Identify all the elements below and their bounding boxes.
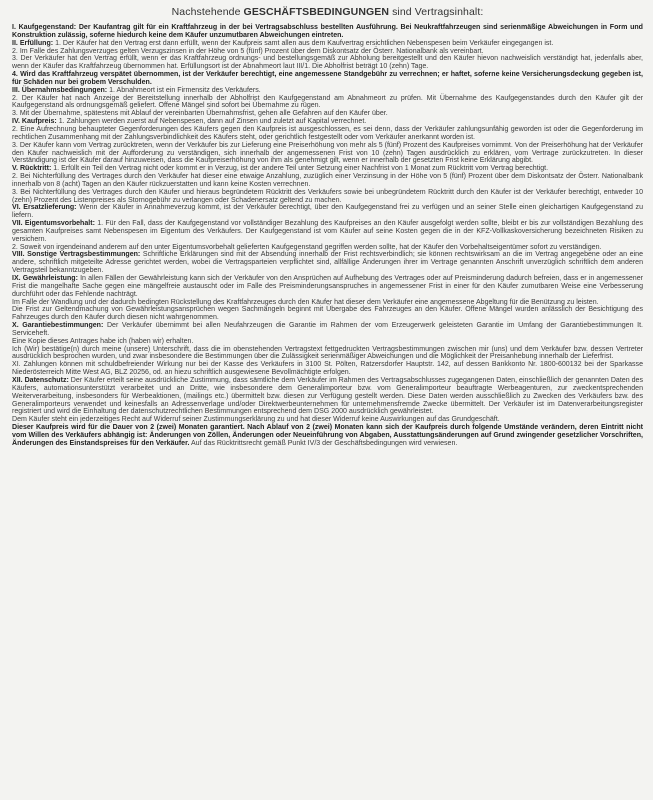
terms-paragraph	[12, 55, 643, 71]
paragraph-text: 1. Für den Fall, dass der Kaufgegenstand vor vollständiger Bezahlung des Kaufpreises an den Käufer ausgefolgt werden sollte, bleibt er bis zur vollständigen Bezahlung des gesamten Kaufpreises samt Nebenspesen im Eigentum des Verkäufers. Der Kaufgegenstand ist vom Käufer auf seine Kosten gegen die in der KFZ-Vollkaskoversicherung bezeichneten Risiken zu versichern.	[12, 220, 643, 243]
terms-paragraph	[12, 40, 643, 48]
title-prefix: Nachstehende	[171, 6, 244, 18]
terms-paragraph	[12, 71, 643, 87]
terms-paragraph	[12, 126, 643, 142]
paragraph-text: 2. Eine Aufrechnung behaupteter Gegenforderungen des Käufers gegen den Kaufpreis ist ausgeschlossen, es sei denn, dass der Verkäufer zahlungsunfähig geworden ist oder die Gegenforderung im rechtlichen Zusammenhang mit der Zahlungsverbindlichkeit des Käufers steht, oder gerichtlich festgestellt oder vom Verkäufer anerkannt worden ist.	[12, 125, 643, 141]
terms-paragraph	[12, 251, 643, 275]
terms-paragraph	[12, 416, 643, 424]
section-heading: IV. Kaufpreis:	[12, 118, 57, 126]
terms-paragraph	[12, 87, 643, 95]
paragraph-text: Dem Käufer steht ein jederzeitiges Recht auf Widerruf seiner Zustimmungserklärung zu und hat dieser Widerruf keine Auswirkungen auf das Grundgeschäft.	[12, 416, 500, 424]
paragraph-text: 1. Abnahmeort ist ein Firmensitz des Verkäufers.	[107, 86, 261, 94]
terms-paragraph	[12, 424, 643, 448]
paragraph-text: 3. Mit der Übernahme, spätestens mit Ablauf der vereinbarten Übernahmsfrist, gehen alle Gefahren auf den Käufer über.	[12, 110, 388, 118]
terms-paragraph	[12, 189, 643, 205]
paragraph-text: Wenn der Käufer in Annahmeverzug kommt, ist der Verkäufer berechtigt, über den Kaufgegenstand frei zu verfügen und an seiner Stelle einen gleichartigen Kaufgegenstand zu liefern.	[12, 204, 643, 220]
terms-paragraph	[12, 165, 643, 173]
paragraph-text: 1. Erfüllt ein Teil den Vertrag nicht oder kommt er in Verzug, ist der andere Teil unter Setzung einer Nachfrist von 1 Monat zum Rücktritt vom Vertrag berechtigt.	[51, 165, 549, 173]
paragraph-text: Im Falle der Wandlung und der dadurch bedingten Rückstellung des Kraftfahrzeuges durch den Käufer hat dieser dem Verkäufer eine angemessene Abgeltung für die Benützung zu leisten.	[12, 298, 599, 306]
section-heading: II. Erfüllung:	[12, 39, 54, 47]
section-heading: I. Kaufgegenstand:	[12, 24, 77, 31]
section-heading: XII. Datenschutz:	[12, 376, 69, 384]
terms-paragraph	[12, 361, 643, 377]
paragraph-text: 2. Soweit von irgendeinand anderem auf den unter Eigentumsvorbehalt gelieferten Kaufgegenstand gegriffen werden sollte, hat der Käufer den Vorbehaltseigentümer sofort zu verständigen.	[12, 243, 602, 251]
section-heading: III. Übernahmsbedingungen:	[12, 86, 108, 94]
terms-paragraph	[12, 275, 643, 299]
terms-paragraph	[12, 118, 643, 126]
paragraph-text: 3. Bei Nichterfüllung des Vertrages durch den Käufer und hieraus begründetem Rücktritt des Verkäufers sowie bei unbegründetem Rücktritt durch den Käufer ist der Verkäufer berechtigt, entweder 10 (zehn) Prozent des Listenpreises als Stornogebühr zu verlangen oder Schadenersatz geltend zu machen.	[12, 188, 643, 204]
terms-paragraph	[12, 220, 643, 244]
paragraph-text: Ich (Wir) bestätige(n) durch meine (unsere) Unterschrift, dass die im obenstehenden Vertragstext fettgedruckten Vertragsbestimmungen zwischen mir (uns) und dem Verkäufer bzw. dessen Vertreter ausdrücklich besprochen wurden, und zwar insbesondere die Bestimmungen über die Zulässigkeit serienmäßiger Abweichungen und die Möglichkeit der Preisanhebung innerhalb der Lieferfrist.	[12, 345, 643, 361]
terms-paragraph	[12, 377, 643, 416]
paragraph-text: Schriftliche Erklärungen sind mit der Absendung innerhalb der Frist rechtsverbindlich; sie können rechtswirksam an die im Vertrag angegebene oder an eine andere, schriftlich mitgeteilte Adresse gerichtet werden, wobei die Vertragsparteien verpflichtet sind, allfällige Änderungen ihrer im Vertrage genannten Anschrift unverzüglich schriftlich dem anderen Vertragsteil bekanntzugeben.	[12, 251, 644, 275]
terms-paragraph	[12, 48, 643, 56]
paragraph-text: 2. Im Falle des Zahlungsverzuges gelten Verzugszinsen in der Höhe von 5 (fünf) Prozent über dem Diskontsatz der Österr. Nationalbank als vereinbart.	[12, 47, 484, 55]
paragraph-text: 1. Der Käufer hat den Vertrag erst dann erfüllt, wenn der Kaufpreis samt allen aus dem Kaufvertrag ersichtlichen Nebenspesen beim Verkäufer eingegangen ist.	[53, 39, 554, 47]
section-heading: VIII. Sonstige Vertragsbestimmungen:	[12, 251, 141, 259]
paragraph-text: 2. Der Käufer hat nach Anzeige der Bereitstellung innerhalb der Abholfrist den Kaufgegenstand am Abnahmeort zu prüfen. Mit Übernahme des Kaufgegenstandes durch den Käufer gilt der Kaufgegenstand als ordnungsgemäß geliefert. Offene Mängel sind sofort bei Übernahme zu rügen.	[12, 94, 643, 110]
paragraph-text: In allen Fällen der Gewährleistung kann sich der Verkäufer von den Ansprüchen auf Aufhebung des Vertrages oder auf Preisminderung dadurch befreien, dass er in angemessener Frist die mangelhafte Sache gegen eine mängelfreie austauscht oder im Falle des Preisminderungsanspruches in angemessener Frist in einer für den Käufer zumutbaren Weise eine Verbesserung durchführt oder das Fehlende nachträgt.	[12, 275, 643, 298]
terms-paragraph	[12, 24, 643, 40]
terms-paragraph	[12, 173, 643, 189]
paragraph-text: 3. Der Käufer kann vom Vertrag zurücktreten, wenn der Verkäufer bis zur Lieferung eine Preiserhöhung von mehr als 5 (fünf) Prozent des Kaufpreises vornimmt. Von der Preiserhöhung hat der Verkäufer den Käufer nachweislich mit der Aufforderung zu verständigen, sich innerhalb der angemessenen Frist von 10 (zehn) Tagen ausdrücklich zu erklären, vom Vertrage zurückzutreten. In dieser Verständigung ist der Käufer darauf hinzuweisen, dass die Kaufpreiserhöhung von ihm als genehmigt gilt, wenn er innerhalb der gesetzten Frist keine Erklärung abgibt.	[12, 141, 643, 165]
terms-body	[12, 24, 643, 448]
terms-paragraph	[12, 142, 643, 166]
bold-text: 4. Wird das Kraftfahrzeug verspätet übernommen, ist der Verkäufer berechtigt, eine angemessene Standgebühr zu verrechnen; er haftet, soferne keine Versicherungsdeckung gegeben ist, für Schäden nur bei grobem Verschulden.	[12, 71, 643, 86]
terms-paragraph	[12, 346, 643, 362]
terms-paragraph	[12, 95, 643, 111]
terms-paragraph	[12, 110, 643, 118]
terms-paragraph	[12, 306, 643, 322]
paragraph-text: XI. Zahlungen können mit schuldbefreiender Wirkung nur bei der Kasse des Verkäufers in 3100 St. Pölten, Ratzersdorfer Hauptstr. 142, auf dessen Bankkonto Nr. 1800-600132 bei der Sparkasse Niederösterreich Mitte West AG, BLZ 20256, od. an hiezu schriftlich ausgewiesene Bevollmächtigte erfolgen.	[12, 361, 643, 377]
paragraph-text: Der Käufer erteilt seine ausdrückliche Zustimmung, dass sämtliche dem Verkäufer im Rahmen des Vertragsabschlusses zugegangenen Daten, einschließlich der genannten Daten des Käufers, automationsunterstützt verarbeitet und an Dritte, wie insbesondere dem Generalimporteur bzw. vom Generalimporteur beauftragte Werbeagenturen, zur zweckentsprechenden Weiterverarbeitung, insbesonders für Werbeaktionen, (mailings etc.) übermittelt bzw. diesen zur Verfügung gestellt werden. Diese Daten werden ausschließlich zu Zwecken des Verkäufers bzw. des Generalimporteurs verwendet und keinesfalls an Adressenverlage und/oder Direktwerbeunternehmen für unternehmensfremde Zwecke übermittelt. Der Verkäufer ist im Datenverarbeitungsregister registriert und wird die Einhaltung der datenschutzrechtlichen Bestimmungen entsprechend dem DSG 2000 ausdrücklich gewährleistet.	[12, 376, 643, 416]
paragraph-text: 2. Bei Nichterfüllung des Vertrages durch den Verkäufer hat dieser eine etwaige Anzahlung, zuzüglich einer Verzinsung in der Höhe von 5 (fünf) Prozent über dem Diskontsatz der Österr. Nationalbank innerhalb von 8 (acht) Tagen an den Käufer rückzuerstatten und kann keine Kosten verrechnen.	[12, 173, 643, 188]
section-heading: V. Rücktritt:	[12, 165, 52, 173]
paragraph-text-tail: Auf das Rücktrittsrecht gemäß Punkt IV/3 der Geschäftsbedingungen wird verwiesen.	[189, 439, 458, 447]
title-suffix: sind Vertragsinhalt:	[389, 6, 484, 18]
paragraph-text: Der Verkäufer übernimmt bei allen Neufahrzeugen die Garantie im Rahmen der vom Erzeugerwerk geleisteten Garantie im Umfang der Garantiebestimmungen It. Serviceheft.	[12, 322, 644, 337]
paragraph-text: Die Frist zur Geltendmachung von Gewährleistungsansprüchen wegen Sachmängeln beginnt mit Übergabe des Fahrzeuges an den Käufer. Offene Mängel wurden anlässlich der Besichtigung des Fahrzeuges durch den Käufer durch diesen nicht wahrgenommen.	[12, 306, 643, 322]
section-heading: VI. Ersatzlieferung:	[12, 204, 77, 212]
terms-paragraph	[12, 244, 643, 252]
paragraph-text: 3. Der Verkäufer hat den Vertrag erfüllt, wenn er das Kraftfahrzeug ordnungs- und bestellungsgemäß zur Abholung bereitgestellt und den Käufer hievon nachweislich verständigt hat, jedenfalls aber, wenn der Käufer das Kraftfahrzeug übernommen hat. Erfüllungsort ist der Abnahmeort laut III/1. Die Abholfrist beträgt 10 (zehn) Tage.	[12, 55, 643, 71]
terms-paragraph	[12, 204, 643, 220]
terms-paragraph	[12, 338, 643, 346]
section-heading: VII. Eigentumsvorbehalt:	[12, 220, 95, 228]
terms-paragraph	[12, 322, 643, 338]
title-bold: GESCHÄFTSBEDINGUNGEN	[243, 6, 390, 18]
page-title	[12, 6, 643, 18]
section-heading: X. Garantiebestimmungen:	[12, 322, 104, 330]
paragraph-text: Eine Kopie dieses Antrages habe ich (haben wir) erhalten.	[12, 337, 194, 345]
paragraph-text: 1. Zahlungen werden zuerst auf Nebenspesen, dann auf Zinsen und zuletzt auf Kapital verrechnet.	[56, 118, 367, 126]
bold-text: Der Kaufantrag gilt für ein Kraftfahrzeug in der bei Vertragsabschluss bestellten Ausführung. Bei Neukraftfahrzeugen sind serienmäßige Abweichungen in Form und Konstruktion zulässig, soferne hiedurch keine dem Käufer unzumutbaren Abweichungen eintreten.	[12, 24, 643, 39]
bold-text: Dieser Kaufpreis wird für die Dauer von 2 (zwei) Monaten garantiert. Nach Ablauf von 2 (zwei) Monaten kann sich der Kaufpreis durch folgende Umstände verändern, deren Eintritt nicht vom Willen des Verkäufers abhängig ist: Änderungen von Zöllen, Änderungen oder Neueinführung von Abgaben, Ausstattungsänderungen auf Grund zwingender gesetzlicher Vorschriften, Änderungen des Einstandspreises für den Verkäufer.	[12, 424, 643, 447]
section-heading: IX. Gewährleistung:	[12, 275, 78, 282]
